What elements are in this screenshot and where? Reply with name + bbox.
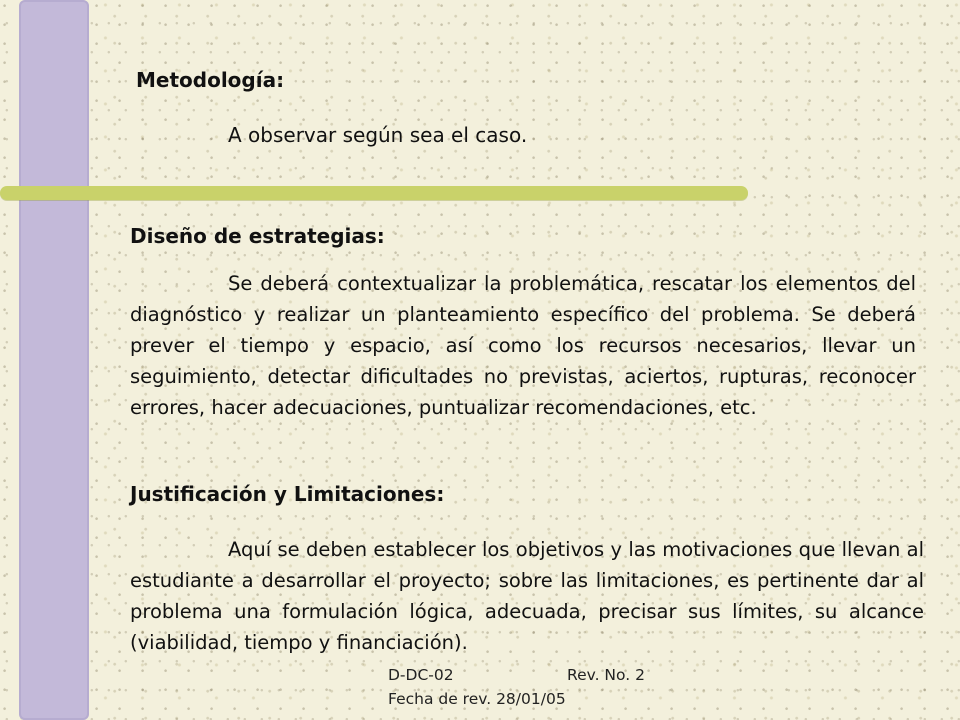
metodologia-text: A observar según sea el caso.	[228, 123, 528, 147]
metodologia-heading: Metodología:	[136, 68, 285, 92]
justificacion-paragraph: Aquí se deben establecer los objetivos y las motivaciones que llevan al estudiante a desarrollar el proyecto; sobre las limitaciones, es pertinente dar al problema una formulación lógica, adecuada, precisar sus límites, su alcance (viabilidad, tiempo y financiación).	[130, 538, 924, 654]
decorative-divider-line	[0, 186, 748, 200]
footer-date: Fecha de rev. 28/01/05	[388, 690, 566, 708]
diseno-heading: Diseño de estrategias:	[130, 224, 385, 248]
decorative-sidebar-bar	[19, 0, 89, 720]
footer-revision: Rev. No. 2	[567, 666, 645, 684]
justificacion-heading: Justificación y Limitaciones:	[130, 482, 445, 506]
diseno-paragraph: Se deberá contextualizar la problemática, rescatar los elementos del diagnóstico y realizar un planteamiento específico del problema. Se deberá prever el tiempo y espacio, así como los recursos necesarios, llevar un seguimiento, detectar dificultades no previstas, aciertos, rupturas, reconocer errores, hacer adecuaciones, puntualizar recomendaciones, etc.	[130, 272, 916, 419]
footer-code: D-DC-02	[388, 666, 454, 684]
